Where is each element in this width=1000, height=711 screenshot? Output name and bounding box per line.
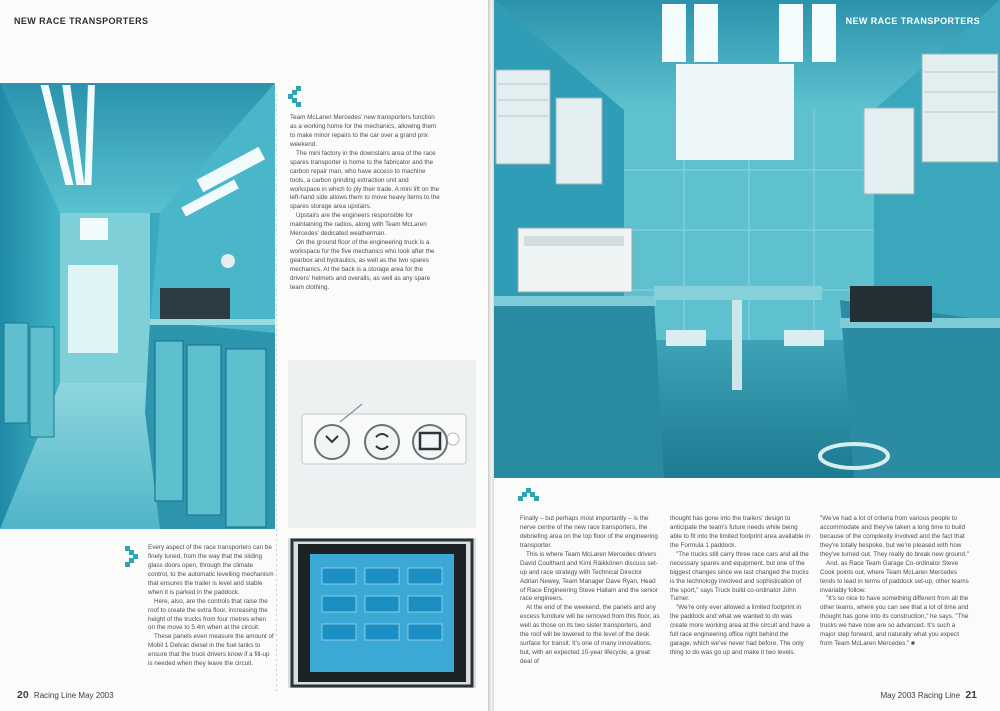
caption-paragraph: Here, also, are the controls that raise the roof to create the extra floor, increasing the height of the trucks from four metres when on the move to 5.4m when at the circuit. bbox=[148, 597, 268, 632]
body-paragraph: "It's so nice to have something different from all the other teams, where you can see that a lot of time and thought has gone into its construction," he says. "The trucks we have now are so advanced. It's such a major step forward, and naturally what you expect from Team McLaren Mercedes." ■ bbox=[820, 595, 969, 648]
body-paragraph: Upstairs are the engineers responsible for maintaining the radios, along with Team McLaren Mercedes' dedicated weatherman. bbox=[290, 212, 427, 238]
section-label: NEW RACE TRANSPORTERS bbox=[845, 16, 980, 26]
body-column-3 bbox=[820, 515, 970, 649]
page-number: 21 bbox=[965, 689, 977, 701]
body-paragraph: thought has gone into the trailers' design to anticipate the team's future needs while being able to fit into the limited footprint area available in the Formula 1 paddock. bbox=[670, 515, 811, 549]
column-divider bbox=[276, 94, 277, 694]
caption-text-column bbox=[148, 544, 274, 669]
control-switch-panel-photo bbox=[288, 360, 476, 528]
intro-text-column bbox=[290, 114, 440, 293]
body-paragraph: And, as Race Team Garage Co-ordinator Steve Cook points out, where Team McLaren Mercedes tends to lead in terms of paddock set-up, other teams invariably follow. bbox=[820, 559, 969, 594]
caption-paragraph: Every aspect of the race transporters can be finely tuned, from the way that the sliding glass doors open, through the climate control, to the automatic levelling mechanism that ensures the trailer is level and stable when it is parked in the paddock. bbox=[148, 544, 274, 596]
body-paragraph: Team McLaren Mercedes' new transporters function as a working home for the mechanics, allowing them to make minor repairs to the car over a grand prix weekend. bbox=[290, 114, 437, 148]
touchscreen-control-photo bbox=[288, 538, 476, 688]
body-paragraph: The mini factory in the downstairs area of the race spares transporter is home to the fabricator and the carbon repair man, who have access to machine tools, a carbon grinding extraction unit and workspace in which to ply their trade. A mini lift on the left-hand side allows them to move heavy items to the spares storage area upstairs. bbox=[290, 149, 440, 211]
body-paragraph: "The trucks still carry three race cars and all the necessary spares and equipment, but one of the biggest changes since we last changed the trucks is the technology involved and sophistication of the sport," says Truck build co-ordinator John Turner. bbox=[670, 550, 809, 603]
body-paragraph: On the ground floor of the engineering truck is a workspace for the five mechanics who look after the gearbox and hydraulics, as well as the two spares mechanics. At the back is a storage area for the drivers' helmets and overalls, as well as any spare team clothing. bbox=[290, 239, 435, 291]
chevron-up-icon bbox=[518, 488, 540, 502]
debriefing-room-photo bbox=[494, 0, 1000, 478]
publication-name: Racing Line bbox=[917, 691, 961, 700]
body-paragraph: At the end of the weekend, the panels and any excess furniture will be removed from this floor, as well as those on its two sister transporters, and the roof will be lowered to the level of the desk surface for transit. It's one of many innovations, but, with an expected 10-year lifecycle, a great deal of bbox=[520, 604, 660, 665]
chevron-left-icon bbox=[288, 86, 302, 106]
left-page bbox=[0, 0, 488, 711]
issue-date: May 2003 bbox=[78, 691, 114, 700]
body-paragraph: "We're only ever allowed a limited footprint in the paddock and what we wanted to do was create more working area at the circuit and have a full race engineering office right behind the garage, which we've never had before. The only thing to do was go up and make it two levels. bbox=[670, 604, 811, 657]
page-number: 20 bbox=[17, 689, 29, 701]
workshop-corridor-photo bbox=[0, 83, 275, 529]
section-label: NEW RACE TRANSPORTERS bbox=[14, 16, 149, 26]
body-paragraph: "We've had a lot of criteria from various people to accommodate and they've taken a long time to build because of the complexity involved and the fact that they're totally bespoke, but we're pleased with how they've turned out. They really do break new ground." bbox=[820, 515, 969, 558]
body-column-2 bbox=[670, 515, 810, 658]
publication-name: Racing Line bbox=[33, 691, 77, 700]
caption-paragraph: These panels even measure the amount of Mobil 1 Delvac diesel in the fuel tanks to ensure that the truck drivers know if a fill-up is needed when they leave the circuit. bbox=[148, 633, 274, 668]
issue-date: May 2003 bbox=[880, 691, 916, 700]
page-footer bbox=[14, 689, 114, 701]
body-paragraph: Finally – but perhaps most importantly – is the nerve centre of the new race transporters, the debriefing area on the top floor of the engineering transporter. bbox=[520, 515, 658, 549]
right-page bbox=[494, 0, 1000, 711]
body-paragraph: This is where Team McLaren Mercedes drivers David Coulthard and Kimi Räikkönen discuss set-up and race strategy with Technical Director Adrian Newey, Team Manager Dave Ryan, Head of Race Engineering Steve Hallam and the senior race engineers. bbox=[520, 550, 658, 603]
chevron-right-icon bbox=[125, 546, 139, 566]
page-footer bbox=[880, 689, 980, 701]
body-column-1 bbox=[520, 515, 660, 667]
